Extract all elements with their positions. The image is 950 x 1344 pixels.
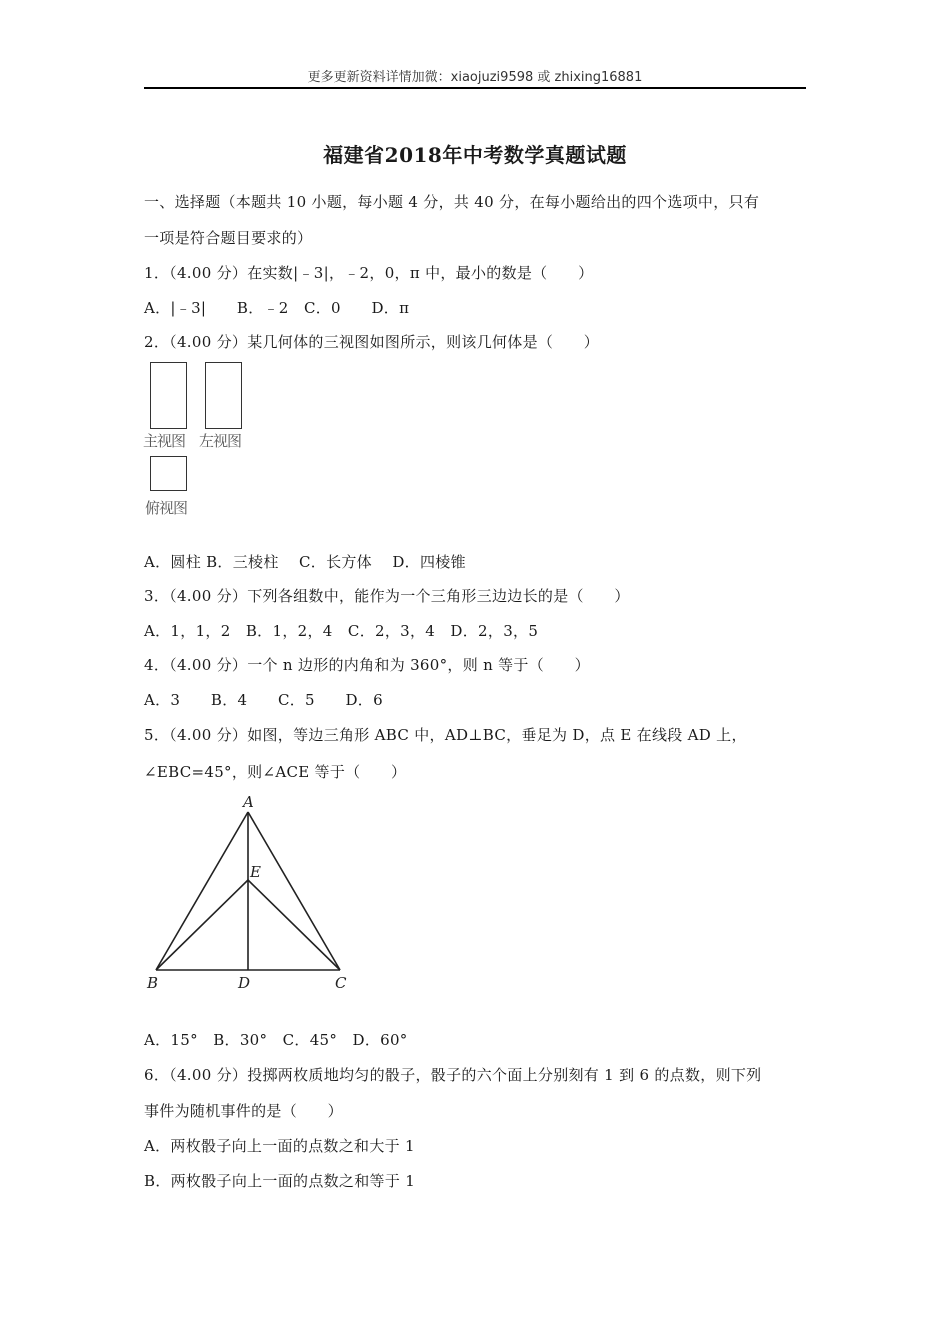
vertex-label-a: A (243, 793, 254, 811)
section-intro-line2: 一项是符合题目要求的） (144, 229, 313, 247)
top-view-rectangle (150, 456, 187, 491)
question-6-stem-line2: 事件为随机事件的是（ ） (144, 1102, 343, 1120)
vertex-label-b: B (147, 974, 159, 992)
question-2-options: A．圆柱 B．三棱柱 C．长方体 D．四棱锥 (144, 553, 466, 571)
question-1-stem: 1．（4.00 分）在实数|﹣3|，﹣2，0，π 中，最小的数是（ ） (144, 264, 594, 282)
front-view-rectangle (150, 362, 187, 429)
point-label-e: E (250, 863, 261, 881)
question-5-stem-line2: ∠EBC=45°，则∠ACE 等于（ ） (144, 763, 407, 781)
question-1-options: A．|﹣3| B．﹣2 C．0 D．π (144, 299, 410, 317)
segment-be (156, 880, 248, 970)
question-4-options: A．3 B．4 C．5 D．6 (144, 691, 383, 709)
left-view-rectangle (205, 362, 242, 429)
section-intro-line1: 一、选择题（本题共 10 小题，每小题 4 分，共 40 分，在每小题给出的四个选项中，只有 (144, 193, 760, 211)
question-6-stem-line1: 6．（4.00 分）投掷两枚质地均匀的骰子，骰子的六个面上分别刻有 1 到 6 的点数，则下列 (144, 1066, 762, 1084)
side-ab (156, 812, 248, 970)
header-divider (144, 87, 806, 89)
front-view-label: 主视图 (143, 432, 186, 450)
question-2-stem: 2．（4.00 分）某几何体的三视图如图所示，则该几何体是（ ） (144, 333, 600, 351)
segment-ec (248, 880, 340, 970)
side-ac (248, 812, 340, 970)
question-5-options: A．15° B．30° C．45° D．60° (144, 1031, 408, 1049)
question-4-stem: 4．（4.00 分）一个 n 边形的内角和为 360°，则 n 等于（ ） (144, 656, 590, 674)
point-label-d: D (238, 974, 251, 992)
question-6-option-b: B．两枚骰子向上一面的点数之和等于 1 (144, 1172, 416, 1190)
header-note: 更多更新资料详情加微：xiaojuzi9598 或 zhixing16881 (307, 70, 643, 85)
question-6-option-a: A．两枚骰子向上一面的点数之和大于 1 (144, 1137, 415, 1155)
question-3-options: A．1，1，2 B．1，2，4 C．2，3，4 D．2，3，5 (144, 622, 539, 640)
page-title: 福建省2018年中考数学真题试题 (323, 143, 627, 167)
top-view-label: 俯视图 (145, 499, 188, 517)
vertex-label-c: C (335, 974, 347, 992)
left-view-label: 左视图 (199, 432, 242, 450)
equilateral-triangle-figure (140, 790, 360, 1000)
question-5-stem-line1: 5．（4.00 分）如图，等边三角形 ABC 中，AD⊥BC，垂足为 D，点 E 在线段 AD 上， (144, 726, 747, 744)
three-views-figure (143, 360, 263, 520)
question-3-stem: 3．（4.00 分）下列各组数中，能作为一个三角形三边边长的是（ ） (144, 587, 630, 605)
